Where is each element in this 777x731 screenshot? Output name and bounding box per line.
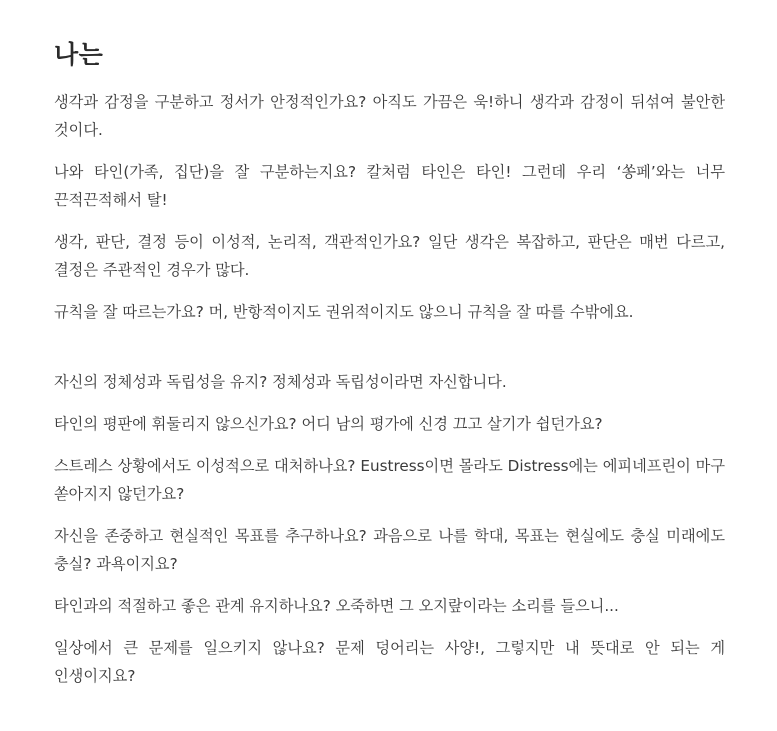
paragraph-identity-independence: 자신의 정체성과 독립성을 유지? 정체성과 독립성이라면 자신합니다. xyxy=(54,373,507,391)
paragraph-rational-judgment: 생각, 판단, 결정 등이 이성적, 논리적, 객관적인가요? 일단 생각은 복잡하고, 판단은 매번 다르고, 결정은 주관적인 경우가 많다. xyxy=(54,233,725,279)
paragraph-following-rules: 규칙을 잘 따르는가요? 머, 반항적이지도 권위적이지도 않으니 규칙을 잘 따를 수밖에요. xyxy=(54,303,634,321)
paragraph-relationships: 타인과의 적절하고 좋은 관계 유지하나요? 오죽하면 그 오지랖이라는 소리를 들으니... xyxy=(54,597,619,615)
paragraph-daily-problems: 일상에서 큰 문제를 일으키지 않나요? 문제 덩어리는 사양!, 그렇지만 내 뜻대로 안 되는 게 인생이지요? xyxy=(54,639,725,685)
paragraph-self-other-distinction: 나와 타인(가족, 집단)을 잘 구분하는지요? 칼처럼 타인은 타인! 그런데 우리 ‘쏭페’와는 너무 끈적끈적해서 탈! xyxy=(54,163,725,209)
paragraph-emotion-stability: 생각과 감정을 구분하고 정서가 안정적인가요? 아직도 가끔은 욱!하니 생각과 감정이 뒤섞여 불안한 것이다. xyxy=(54,93,725,139)
paragraph-self-respect-goals: 자신을 존중하고 현실적인 목표를 추구하나요? 과음으로 나를 학대, 목표는 현실에도 충실 미래에도 충실? 과욕이지요? xyxy=(54,527,725,573)
page-title: 나는 xyxy=(54,40,104,69)
paragraph-reputation: 타인의 평판에 휘둘리지 않으신가요? 어디 남의 평가에 신경 끄고 살기가 쉽던가요? xyxy=(54,415,603,433)
paragraph-stress-handling: 스트레스 상황에서도 이성적으로 대처하나요? Eustress이면 몰라도 Distress에는 에피네프린이 마구 쏟아지지 않던가요? xyxy=(54,457,725,503)
